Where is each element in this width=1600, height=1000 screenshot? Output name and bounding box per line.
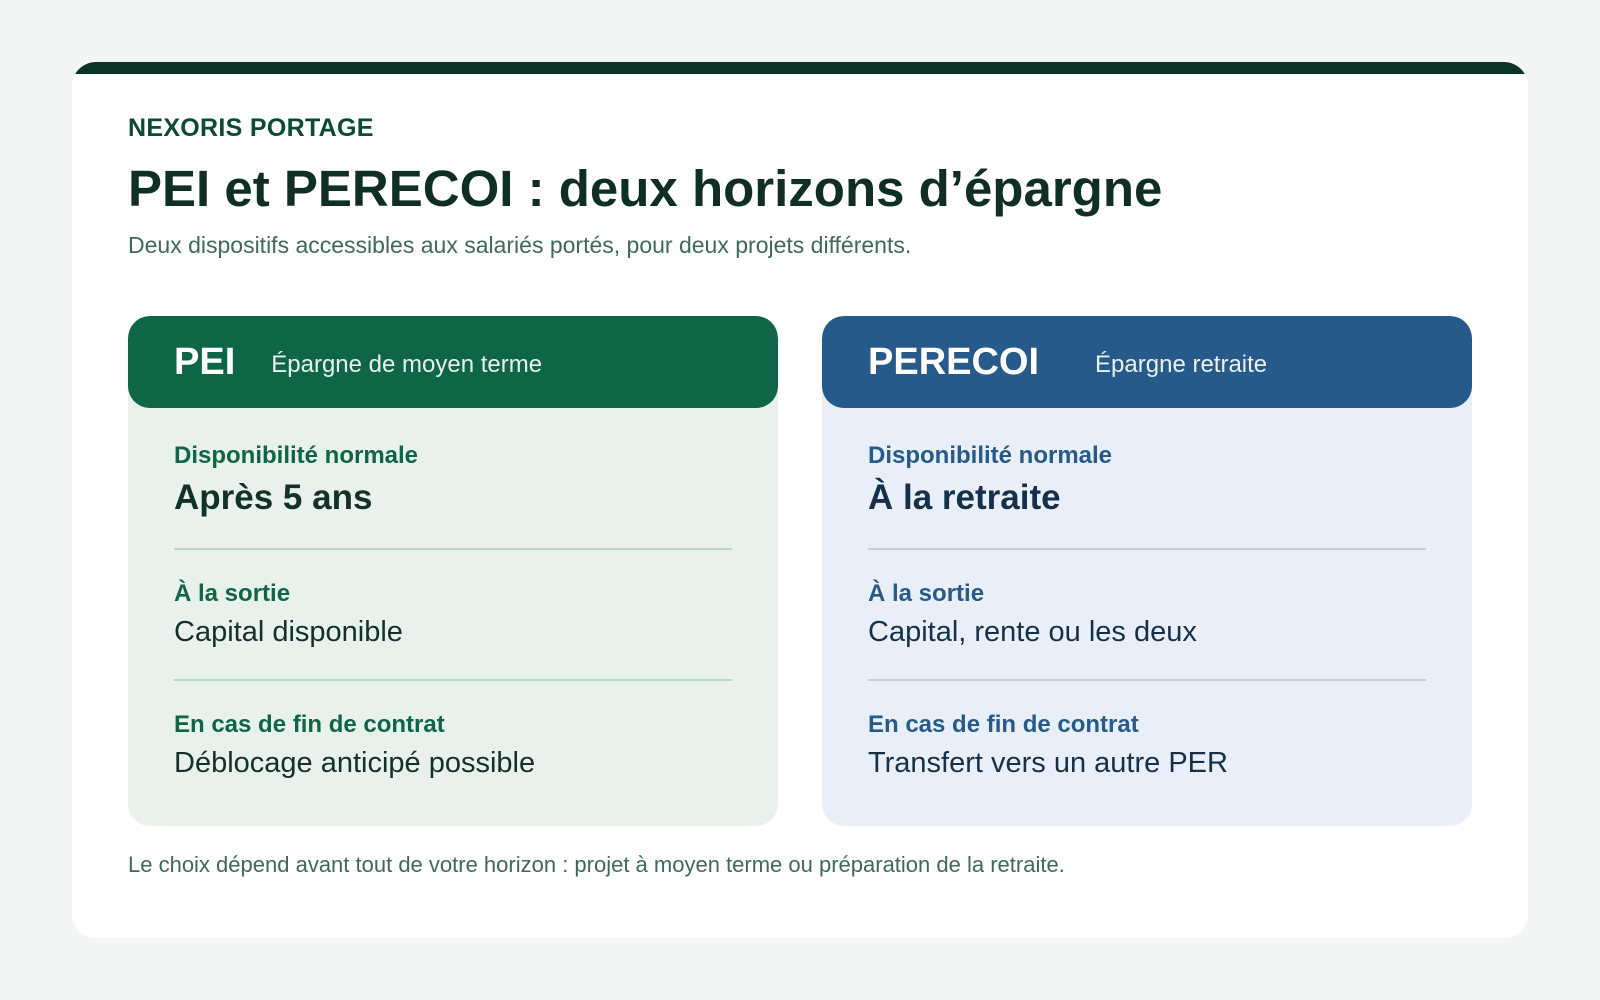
brand-label: NEXORIS PORTAGE [128, 114, 374, 142]
pei-row-availability [174, 442, 732, 550]
perecoi-rows [822, 408, 1472, 780]
footer-note: Le choix dépend avant tout de votre horizon : projet à moyen terme ou préparation de la retraite. [128, 852, 1065, 877]
pei-row-label: En cas de fin de contrat [174, 711, 445, 738]
comparison-card [72, 62, 1528, 938]
pei-row-label: Disponibilité normale [174, 442, 419, 469]
pei-panel-header [128, 316, 778, 408]
pei-row-exit [174, 580, 732, 681]
pei-panel-tagline: Épargne de moyen terme [271, 351, 543, 378]
perecoi-row-label: En cas de fin de contrat [868, 711, 1139, 738]
perecoi-panel-name: PERECOI [868, 340, 1040, 383]
perecoi-panel-tagline: Épargne retraite [1095, 351, 1268, 378]
perecoi-panel-header [822, 316, 1472, 408]
perecoi-panel [822, 316, 1472, 826]
pei-panel [128, 316, 778, 826]
page-subtitle: Deux dispositifs accessibles aux salariés portés, pour deux projets différents. [128, 232, 912, 258]
pei-row-label: À la sortie [174, 580, 291, 607]
perecoi-row-availability [868, 442, 1426, 550]
pei-panel-name: PEI [174, 340, 236, 383]
page-title: PEI et PERECOI : deux horizons d’épargne [128, 160, 1163, 217]
perecoi-row-value: À la retraite [868, 478, 1061, 517]
perecoi-row-contract-end [868, 711, 1426, 780]
perecoi-row-label: Disponibilité normale [868, 442, 1113, 469]
pei-row-value: Déblocage anticipé possible [174, 747, 536, 779]
perecoi-row-value: Transfert vers un autre PER [868, 747, 1228, 779]
card-top-bar [72, 62, 1528, 74]
perecoi-row-label: À la sortie [868, 580, 985, 607]
perecoi-row-exit [868, 580, 1426, 681]
pei-row-contract-end [174, 711, 732, 780]
pei-rows [128, 408, 778, 780]
pei-row-value: Après 5 ans [174, 478, 373, 517]
perecoi-row-value: Capital, rente ou les deux [868, 616, 1197, 648]
pei-row-value: Capital disponible [174, 616, 403, 648]
